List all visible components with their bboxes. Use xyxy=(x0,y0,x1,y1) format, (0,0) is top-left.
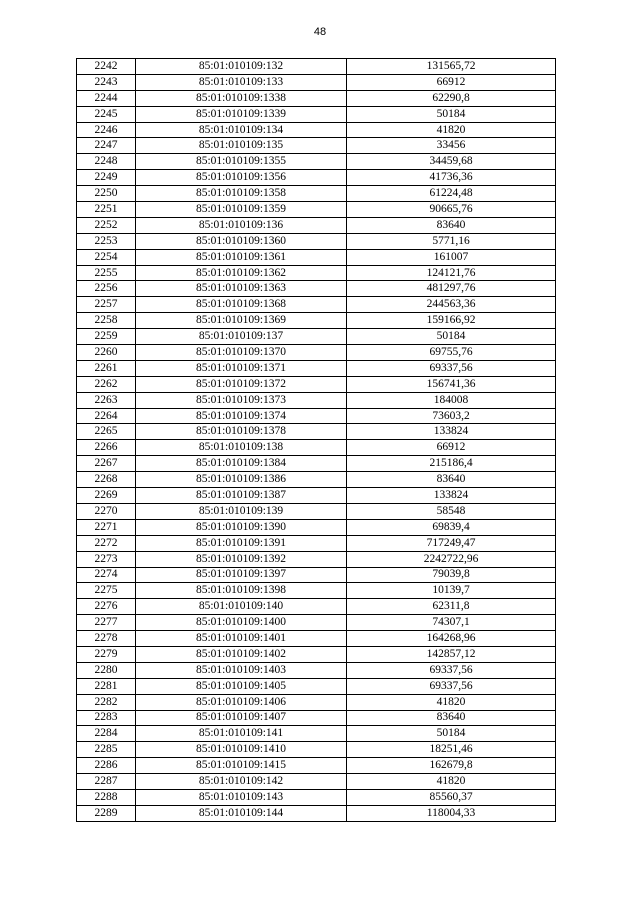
row-number-cell: 2277 xyxy=(77,615,136,631)
cadastral-number-cell: 85:01:010109:132 xyxy=(136,59,347,75)
value-cell: 142857,12 xyxy=(347,646,556,662)
table-row xyxy=(77,678,556,694)
table-row xyxy=(77,90,556,106)
value-cell: 79039,8 xyxy=(347,567,556,583)
value-cell: 69755,76 xyxy=(347,345,556,361)
row-number-cell: 2263 xyxy=(77,392,136,408)
value-cell: 10139,7 xyxy=(347,583,556,599)
row-number-cell: 2269 xyxy=(77,488,136,504)
value-cell: 50184 xyxy=(347,106,556,122)
cadastral-number-cell: 85:01:010109:1405 xyxy=(136,678,347,694)
value-cell: 18251,46 xyxy=(347,742,556,758)
table-row xyxy=(77,424,556,440)
row-number-cell: 2242 xyxy=(77,59,136,75)
table-row xyxy=(77,758,556,774)
value-cell: 717249,47 xyxy=(347,535,556,551)
cadastral-number-cell: 85:01:010109:1362 xyxy=(136,265,347,281)
value-cell: 118004,33 xyxy=(347,805,556,821)
value-cell: 69337,56 xyxy=(347,360,556,376)
table-row xyxy=(77,217,556,233)
value-cell: 162679,8 xyxy=(347,758,556,774)
row-number-cell: 2281 xyxy=(77,678,136,694)
row-number-cell: 2268 xyxy=(77,472,136,488)
row-number-cell: 2287 xyxy=(77,774,136,790)
cadastral-number-cell: 85:01:010109:1361 xyxy=(136,249,347,265)
table-row xyxy=(77,345,556,361)
row-number-cell: 2279 xyxy=(77,646,136,662)
cadastral-number-cell: 85:01:010109:133 xyxy=(136,74,347,90)
row-number-cell: 2245 xyxy=(77,106,136,122)
row-number-cell: 2283 xyxy=(77,710,136,726)
row-number-cell: 2275 xyxy=(77,583,136,599)
value-cell: 66912 xyxy=(347,440,556,456)
table-row xyxy=(77,138,556,154)
value-cell: 124121,76 xyxy=(347,265,556,281)
table-row xyxy=(77,297,556,313)
row-number-cell: 2260 xyxy=(77,345,136,361)
row-number-cell: 2261 xyxy=(77,360,136,376)
table-row xyxy=(77,233,556,249)
table-row xyxy=(77,392,556,408)
cadastral-number-cell: 85:01:010109:1363 xyxy=(136,281,347,297)
row-number-cell: 2247 xyxy=(77,138,136,154)
cadastral-number-cell: 85:01:010109:1370 xyxy=(136,345,347,361)
value-cell: 156741,36 xyxy=(347,376,556,392)
cadastral-number-cell: 85:01:010109:1401 xyxy=(136,631,347,647)
cadastral-number-cell: 85:01:010109:1402 xyxy=(136,646,347,662)
cadastral-number-cell: 85:01:010109:1378 xyxy=(136,424,347,440)
table-row xyxy=(77,376,556,392)
value-cell: 34459,68 xyxy=(347,154,556,170)
value-cell: 61224,48 xyxy=(347,186,556,202)
table-row xyxy=(77,615,556,631)
table-row xyxy=(77,472,556,488)
cadastral-number-cell: 85:01:010109:1372 xyxy=(136,376,347,392)
row-number-cell: 2252 xyxy=(77,217,136,233)
value-cell: 164268,96 xyxy=(347,631,556,647)
cadastral-number-cell: 85:01:010109:139 xyxy=(136,503,347,519)
table-row xyxy=(77,202,556,218)
value-cell: 50184 xyxy=(347,726,556,742)
value-cell: 58548 xyxy=(347,503,556,519)
cadastral-number-cell: 85:01:010109:1369 xyxy=(136,313,347,329)
row-number-cell: 2257 xyxy=(77,297,136,313)
value-cell: 41736,36 xyxy=(347,170,556,186)
cadastral-number-cell: 85:01:010109:1403 xyxy=(136,662,347,678)
row-number-cell: 2262 xyxy=(77,376,136,392)
table-row xyxy=(77,408,556,424)
row-number-cell: 2256 xyxy=(77,281,136,297)
cadastral-number-cell: 85:01:010109:134 xyxy=(136,122,347,138)
page-number: 48 xyxy=(313,26,327,38)
value-cell: 2242722,96 xyxy=(347,551,556,567)
value-cell: 83640 xyxy=(347,472,556,488)
cadastral-number-cell: 85:01:010109:1373 xyxy=(136,392,347,408)
row-number-cell: 2248 xyxy=(77,154,136,170)
cadastral-number-cell: 85:01:010109:1415 xyxy=(136,758,347,774)
cadastral-number-cell: 85:01:010109:1400 xyxy=(136,615,347,631)
value-cell: 33456 xyxy=(347,138,556,154)
value-cell: 133824 xyxy=(347,424,556,440)
table-row xyxy=(77,774,556,790)
table-row xyxy=(77,313,556,329)
row-number-cell: 2249 xyxy=(77,170,136,186)
cadastral-number-cell: 85:01:010109:1356 xyxy=(136,170,347,186)
row-number-cell: 2265 xyxy=(77,424,136,440)
row-number-cell: 2251 xyxy=(77,202,136,218)
row-number-cell: 2273 xyxy=(77,551,136,567)
cadastral-number-cell: 85:01:010109:1390 xyxy=(136,519,347,535)
table-row xyxy=(77,59,556,75)
table-row xyxy=(77,742,556,758)
table-row xyxy=(77,583,556,599)
table-row xyxy=(77,360,556,376)
table-row xyxy=(77,789,556,805)
cadastral-number-cell: 85:01:010109:1384 xyxy=(136,456,347,472)
table-row xyxy=(77,456,556,472)
table-row xyxy=(77,726,556,742)
value-cell: 66912 xyxy=(347,74,556,90)
cadastral-number-cell: 85:01:010109:1359 xyxy=(136,202,347,218)
value-cell: 73603,2 xyxy=(347,408,556,424)
cadastral-number-cell: 85:01:010109:1410 xyxy=(136,742,347,758)
row-number-cell: 2250 xyxy=(77,186,136,202)
table-row xyxy=(77,599,556,615)
value-cell: 133824 xyxy=(347,488,556,504)
row-number-cell: 2267 xyxy=(77,456,136,472)
cadastral-number-cell: 85:01:010109:1355 xyxy=(136,154,347,170)
cadastral-number-cell: 85:01:010109:1360 xyxy=(136,233,347,249)
cadastral-number-cell: 85:01:010109:1397 xyxy=(136,567,347,583)
table-row xyxy=(77,106,556,122)
row-number-cell: 2264 xyxy=(77,408,136,424)
row-number-cell: 2274 xyxy=(77,567,136,583)
cadastral-number-cell: 85:01:010109:1358 xyxy=(136,186,347,202)
row-number-cell: 2289 xyxy=(77,805,136,821)
value-cell: 85560,37 xyxy=(347,789,556,805)
value-cell: 83640 xyxy=(347,710,556,726)
value-cell: 90665,76 xyxy=(347,202,556,218)
table-row xyxy=(77,154,556,170)
row-number-cell: 2246 xyxy=(77,122,136,138)
table-row xyxy=(77,631,556,647)
value-cell: 50184 xyxy=(347,329,556,345)
table-row xyxy=(77,710,556,726)
table-row xyxy=(77,329,556,345)
value-cell: 69839,4 xyxy=(347,519,556,535)
table-row xyxy=(77,74,556,90)
row-number-cell: 2276 xyxy=(77,599,136,615)
table-row xyxy=(77,122,556,138)
value-cell: 69337,56 xyxy=(347,662,556,678)
cadastral-number-cell: 85:01:010109:1407 xyxy=(136,710,347,726)
cadastral-number-cell: 85:01:010109:1387 xyxy=(136,488,347,504)
table-row xyxy=(77,519,556,535)
row-number-cell: 2288 xyxy=(77,789,136,805)
cadastral-number-cell: 85:01:010109:136 xyxy=(136,217,347,233)
cadastral-number-cell: 85:01:010109:1386 xyxy=(136,472,347,488)
cadastral-number-cell: 85:01:010109:1371 xyxy=(136,360,347,376)
table-row xyxy=(77,503,556,519)
cadastral-number-cell: 85:01:010109:143 xyxy=(136,789,347,805)
cadastral-number-cell: 85:01:010109:1406 xyxy=(136,694,347,710)
value-cell: 41820 xyxy=(347,122,556,138)
table-row xyxy=(77,249,556,265)
table-row xyxy=(77,186,556,202)
table-row xyxy=(77,694,556,710)
table-row xyxy=(77,170,556,186)
row-number-cell: 2282 xyxy=(77,694,136,710)
cadastral-number-cell: 85:01:010109:140 xyxy=(136,599,347,615)
value-cell: 74307,1 xyxy=(347,615,556,631)
row-number-cell: 2284 xyxy=(77,726,136,742)
cadastral-number-cell: 85:01:010109:141 xyxy=(136,726,347,742)
cadastral-number-cell: 85:01:010109:137 xyxy=(136,329,347,345)
row-number-cell: 2285 xyxy=(77,742,136,758)
table-row xyxy=(77,551,556,567)
row-number-cell: 2271 xyxy=(77,519,136,535)
value-cell: 83640 xyxy=(347,217,556,233)
table-row xyxy=(77,535,556,551)
table-row xyxy=(77,567,556,583)
data-table xyxy=(76,58,556,822)
row-number-cell: 2272 xyxy=(77,535,136,551)
cadastral-number-cell: 85:01:010109:142 xyxy=(136,774,347,790)
value-cell: 481297,76 xyxy=(347,281,556,297)
table-row xyxy=(77,805,556,821)
value-cell: 161007 xyxy=(347,249,556,265)
cadastral-number-cell: 85:01:010109:1338 xyxy=(136,90,347,106)
value-cell: 5771,16 xyxy=(347,233,556,249)
row-number-cell: 2278 xyxy=(77,631,136,647)
cadastral-number-cell: 85:01:010109:144 xyxy=(136,805,347,821)
row-number-cell: 2266 xyxy=(77,440,136,456)
row-number-cell: 2270 xyxy=(77,503,136,519)
cadastral-number-cell: 85:01:010109:1368 xyxy=(136,297,347,313)
value-cell: 215186,4 xyxy=(347,456,556,472)
table-row xyxy=(77,662,556,678)
cadastral-number-cell: 85:01:010109:1374 xyxy=(136,408,347,424)
table-row xyxy=(77,646,556,662)
row-number-cell: 2254 xyxy=(77,249,136,265)
value-cell: 159166,92 xyxy=(347,313,556,329)
value-cell: 62290,8 xyxy=(347,90,556,106)
value-cell: 41820 xyxy=(347,694,556,710)
table-row xyxy=(77,265,556,281)
value-cell: 69337,56 xyxy=(347,678,556,694)
row-number-cell: 2286 xyxy=(77,758,136,774)
cadastral-number-cell: 85:01:010109:1398 xyxy=(136,583,347,599)
value-cell: 41820 xyxy=(347,774,556,790)
row-number-cell: 2259 xyxy=(77,329,136,345)
value-cell: 62311,8 xyxy=(347,599,556,615)
table-body xyxy=(77,59,556,822)
value-cell: 184008 xyxy=(347,392,556,408)
cadastral-number-cell: 85:01:010109:1392 xyxy=(136,551,347,567)
table-row xyxy=(77,281,556,297)
cadastral-number-cell: 85:01:010109:1391 xyxy=(136,535,347,551)
row-number-cell: 2253 xyxy=(77,233,136,249)
value-cell: 244563,36 xyxy=(347,297,556,313)
row-number-cell: 2258 xyxy=(77,313,136,329)
table-row xyxy=(77,440,556,456)
row-number-cell: 2280 xyxy=(77,662,136,678)
value-cell: 131565,72 xyxy=(347,59,556,75)
cadastral-number-cell: 85:01:010109:1339 xyxy=(136,106,347,122)
cadastral-number-cell: 85:01:010109:135 xyxy=(136,138,347,154)
cadastral-number-cell: 85:01:010109:138 xyxy=(136,440,347,456)
row-number-cell: 2243 xyxy=(77,74,136,90)
row-number-cell: 2244 xyxy=(77,90,136,106)
table-row xyxy=(77,488,556,504)
row-number-cell: 2255 xyxy=(77,265,136,281)
